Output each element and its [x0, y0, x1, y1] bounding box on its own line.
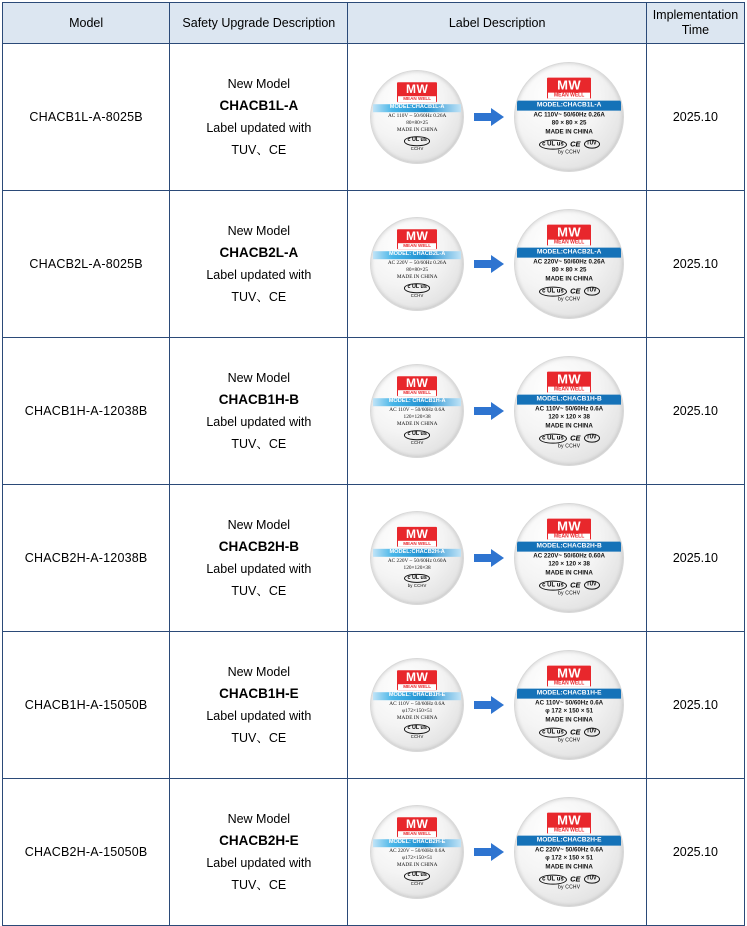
desc-line-certifications: TUV、CE [231, 437, 287, 451]
column-header-safety-upgrade-description: Safety Upgrade Description [170, 3, 348, 44]
tuv-mark-icon: TUV [584, 728, 600, 737]
ce-mark-icon: CE [570, 727, 581, 737]
desc-line-certifications: TUV、CE [231, 731, 287, 745]
old-model-bar: MODEL: CHACB2L-A [373, 251, 461, 259]
cell-model: CHACB2L-A-8025B [3, 191, 170, 338]
new-model-bar: MODEL:CHACB1H-B [517, 395, 621, 405]
arrow-right-icon [474, 402, 504, 420]
ce-mark-icon: CE [570, 286, 581, 296]
safety-upgrade-table [2, 2, 745, 926]
cell-label-description [348, 44, 646, 191]
table-row [3, 338, 745, 485]
label-comparison [348, 650, 645, 760]
column-header-label-description: Label Description [348, 3, 646, 44]
old-cert-row [371, 283, 463, 292]
old-cert-code: CCHV [410, 145, 424, 151]
table-header-row [3, 3, 745, 44]
meanwell-logo-icon: MW MEAN WELL [547, 519, 591, 540]
new-spec-dimensions: φ 172 × 150 × 51 [545, 708, 594, 716]
desc-line-model-name: CHACB1L-A [219, 98, 299, 113]
old-spec-voltage: AC 220V ~ 50/60Hz 0.60A [387, 557, 447, 564]
old-cert-row [371, 136, 463, 145]
meanwell-logo-icon: MW MEAN WELL [547, 78, 591, 99]
desc-line-certifications: TUV、CE [231, 584, 287, 598]
meanwell-logo-icon: MW MEAN WELL [547, 372, 591, 393]
old-spec-voltage: AC 110V ~ 50/60Hz 0.6A [389, 700, 445, 707]
new-spec-dimensions: 120 × 120 × 38 [548, 561, 590, 569]
label-comparison [348, 797, 645, 907]
new-cert-code: by CCHV [558, 884, 581, 891]
new-fan-label [514, 209, 624, 319]
meanwell-logo-icon: MW MEAN WELL [547, 813, 591, 834]
new-spec-voltage: AC 110V~ 50/60Hz 0.6A [535, 699, 604, 707]
old-spec-dimensions: 120×120×38 [403, 413, 431, 420]
new-cert-code: by CCHV [558, 443, 581, 450]
ce-mark-icon: CE [570, 874, 581, 884]
tuv-mark-icon: TUV [584, 287, 600, 296]
old-cert-code: CCHV [410, 439, 424, 445]
ul-mark-icon: c UL us [404, 136, 429, 145]
desc-line-certifications: TUV、CE [231, 878, 287, 892]
old-spec-dimensions: φ172×150×51 [402, 854, 433, 861]
old-fan-label [370, 217, 464, 311]
label-comparison [348, 209, 645, 319]
cell-implementation-time: 2025.10 [646, 779, 744, 926]
old-cert-row [371, 724, 463, 733]
column-header-model: Model [3, 3, 170, 44]
arrow-right-icon [474, 696, 504, 714]
desc-line-new-model: New Model [227, 224, 291, 238]
new-spec-dimensions: 80 × 80 × 25 [551, 120, 587, 128]
cell-model: CHACB1H-A-15050B [3, 632, 170, 779]
tuv-mark-icon: TUV [584, 140, 600, 149]
cell-implementation-time: 2025.10 [646, 338, 744, 485]
old-fan-label [370, 805, 464, 899]
old-model-bar: MODEL: CHACB1H-E [373, 692, 461, 700]
new-model-bar: MODEL:CHACB2L-A [517, 248, 621, 258]
cell-safety-upgrade-description [170, 632, 348, 779]
desc-line-new-model: New Model [227, 665, 291, 679]
ul-mark-icon: c UL us [404, 283, 429, 292]
new-cert-code: by CCHV [558, 296, 581, 303]
cell-model: CHACB1L-A-8025B [3, 44, 170, 191]
new-spec-origin: MADE IN CHINA [545, 275, 593, 283]
desc-line-certifications: TUV、CE [231, 290, 287, 304]
cell-label-description [348, 485, 646, 632]
desc-line-label-updated: Label updated with [206, 268, 312, 282]
new-cert-row [515, 433, 623, 443]
meanwell-logo-icon: MW MEAN WELL [397, 817, 437, 837]
old-cert-code: by CCHV [407, 583, 427, 589]
meanwell-logo-icon: MW MEAN WELL [397, 670, 437, 690]
table-header [3, 3, 745, 44]
ce-mark-icon: CE [570, 139, 581, 149]
tuv-mark-icon: TUV [584, 581, 600, 590]
old-spec-dimensions: φ172×150×51 [402, 707, 433, 714]
desc-line-label-updated: Label updated with [206, 856, 312, 870]
table-row [3, 191, 745, 338]
new-spec-voltage: AC 220V~ 50/60Hz 0.6A [535, 846, 604, 854]
old-cert-code: CCHV [410, 733, 424, 739]
cell-model: CHACB2H-A-12038B [3, 485, 170, 632]
new-model-bar: MODEL:CHACB2H-E [517, 836, 621, 846]
old-model-bar: MODEL: CHACB1H-A [373, 398, 461, 406]
old-fan-label [370, 511, 464, 605]
ul-mark-icon: c UL us [404, 430, 429, 439]
desc-line-label-updated: Label updated with [206, 562, 312, 576]
desc-line-new-model: New Model [227, 77, 291, 91]
arrow-right-icon [474, 108, 504, 126]
new-spec-voltage: AC 110V~ 50/60Hz 0.6A [535, 405, 604, 413]
cell-safety-upgrade-description [170, 191, 348, 338]
cell-label-description [348, 632, 646, 779]
cell-implementation-time: 2025.10 [646, 44, 744, 191]
old-model-bar: MODEL: CHACB2H-E [373, 839, 461, 847]
ul-mark-icon: c UL us [539, 433, 567, 443]
ul-mark-icon: c UL us [539, 580, 567, 590]
cell-safety-upgrade-description [170, 779, 348, 926]
old-spec-voltage: AC 220V ~ 50/60Hz 0.6A [389, 847, 446, 854]
new-spec-dimensions: 80 × 80 × 25 [551, 267, 587, 275]
new-spec-origin: MADE IN CHINA [545, 716, 593, 724]
cell-implementation-time: 2025.10 [646, 485, 744, 632]
old-spec-origin: MADE IN CHINA [396, 127, 438, 134]
desc-line-new-model: New Model [227, 812, 291, 826]
old-cert-code: CCHV [410, 292, 424, 298]
label-comparison [348, 503, 645, 613]
new-spec-voltage: AC 220V~ 50/60Hz 0.60A [533, 552, 605, 560]
ul-mark-icon: c UL us [404, 871, 429, 880]
arrow-right-icon [474, 549, 504, 567]
old-model-bar: MODEL:CHACB2H-A [373, 548, 461, 556]
table-row [3, 632, 745, 779]
new-spec-origin: MADE IN CHINA [545, 863, 593, 871]
new-cert-row [515, 286, 623, 296]
old-spec-voltage: AC 110V ~ 50/60Hz 0.26A [387, 112, 447, 119]
new-cert-row [515, 139, 623, 149]
new-spec-voltage: AC 110V~ 50/60Hz 0.26A [533, 111, 605, 119]
ul-mark-icon: c UL us [539, 874, 567, 884]
cell-model: CHACB2H-A-15050B [3, 779, 170, 926]
desc-line-model-name: CHACB2H-B [218, 539, 299, 554]
old-spec-origin: MADE IN CHINA [396, 862, 438, 869]
new-fan-label [514, 503, 624, 613]
cell-label-description [348, 338, 646, 485]
new-cert-row [515, 874, 623, 884]
desc-line-new-model: New Model [227, 371, 291, 385]
desc-line-certifications: TUV、CE [231, 143, 287, 157]
old-fan-label [370, 658, 464, 752]
tuv-mark-icon: TUV [584, 875, 600, 884]
ul-mark-icon: c UL us [404, 574, 429, 583]
old-spec-origin: MADE IN CHINA [396, 274, 438, 281]
desc-line-model-name: CHACB1H-E [219, 686, 299, 701]
tuv-mark-icon: TUV [584, 434, 600, 443]
new-model-bar: MODEL:CHACB1H-E [517, 689, 621, 699]
ul-mark-icon: c UL us [404, 724, 429, 733]
new-spec-voltage: AC 220V~ 50/60Hz 0.26A [533, 258, 605, 266]
new-spec-origin: MADE IN CHINA [545, 128, 593, 136]
cell-label-description [348, 779, 646, 926]
arrow-right-icon [474, 843, 504, 861]
cell-safety-upgrade-description [170, 44, 348, 191]
table-row [3, 485, 745, 632]
ce-mark-icon: CE [570, 433, 581, 443]
cell-implementation-time: 2025.10 [646, 632, 744, 779]
label-comparison [348, 356, 645, 466]
old-fan-label [370, 70, 464, 164]
meanwell-logo-icon: MW MEAN WELL [397, 376, 437, 396]
old-spec-dimensions: 80×80×25 [406, 119, 429, 126]
new-fan-label [514, 797, 624, 907]
ul-mark-icon: c UL us [539, 139, 567, 149]
old-cert-row [371, 574, 463, 583]
new-spec-dimensions: φ 172 × 150 × 51 [545, 855, 594, 863]
new-cert-code: by CCHV [558, 590, 581, 597]
new-cert-row [515, 580, 623, 590]
desc-line-model-name: CHACB1H-B [218, 392, 299, 407]
new-cert-code: by CCHV [558, 737, 581, 744]
old-model-bar: MODEL:CHACB1L-A [373, 104, 461, 112]
column-header-implementation-time: Implementation Time [646, 3, 744, 44]
new-model-bar: MODEL:CHACB1L-A [517, 101, 621, 111]
desc-line-label-updated: Label updated with [206, 709, 312, 723]
old-spec-dimensions: 80×80×25 [406, 266, 429, 273]
arrow-right-icon [474, 255, 504, 273]
cell-implementation-time: 2025.10 [646, 191, 744, 338]
cell-model: CHACB1H-A-12038B [3, 338, 170, 485]
table-body [3, 44, 745, 926]
meanwell-logo-icon: MW MEAN WELL [397, 229, 437, 249]
old-cert-row [371, 430, 463, 439]
desc-line-model-name: CHACB2L-A [219, 245, 299, 260]
desc-line-label-updated: Label updated with [206, 121, 312, 135]
new-model-bar: MODEL:CHACB2H-B [517, 542, 621, 552]
ul-mark-icon: c UL us [539, 286, 567, 296]
old-fan-label [370, 364, 464, 458]
old-spec-voltage: AC 110V ~ 50/60Hz 0.6A [389, 406, 445, 413]
label-comparison [348, 62, 645, 172]
old-spec-origin: MADE IN CHINA [396, 421, 438, 428]
new-fan-label [514, 356, 624, 466]
new-cert-row [515, 727, 623, 737]
new-fan-label [514, 650, 624, 760]
old-spec-voltage: AC 220V ~ 50/60Hz 0.26A [387, 259, 447, 266]
ce-mark-icon: CE [570, 580, 581, 590]
meanwell-logo-icon: MW MEAN WELL [397, 82, 437, 102]
old-spec-dimensions: 120×120×38 [403, 564, 431, 571]
ul-mark-icon: c UL us [539, 727, 567, 737]
desc-line-label-updated: Label updated with [206, 415, 312, 429]
meanwell-logo-icon: MW MEAN WELL [547, 666, 591, 687]
new-spec-dimensions: 120 × 120 × 38 [548, 414, 590, 422]
table-row [3, 779, 745, 926]
cell-safety-upgrade-description [170, 338, 348, 485]
meanwell-logo-icon: MW MEAN WELL [547, 225, 591, 246]
new-spec-origin: MADE IN CHINA [545, 422, 593, 430]
cell-safety-upgrade-description [170, 485, 348, 632]
desc-line-new-model: New Model [227, 518, 291, 532]
new-cert-code: by CCHV [558, 149, 581, 156]
desc-line-model-name: CHACB2H-E [219, 833, 299, 848]
meanwell-logo-icon: MW MEAN WELL [397, 527, 437, 547]
old-cert-code: CCHV [410, 880, 424, 886]
old-spec-origin: MADE IN CHINA [396, 715, 438, 722]
new-fan-label [514, 62, 624, 172]
cell-label-description [348, 191, 646, 338]
new-spec-origin: MADE IN CHINA [545, 569, 593, 577]
old-cert-row [371, 871, 463, 880]
table-row [3, 44, 745, 191]
